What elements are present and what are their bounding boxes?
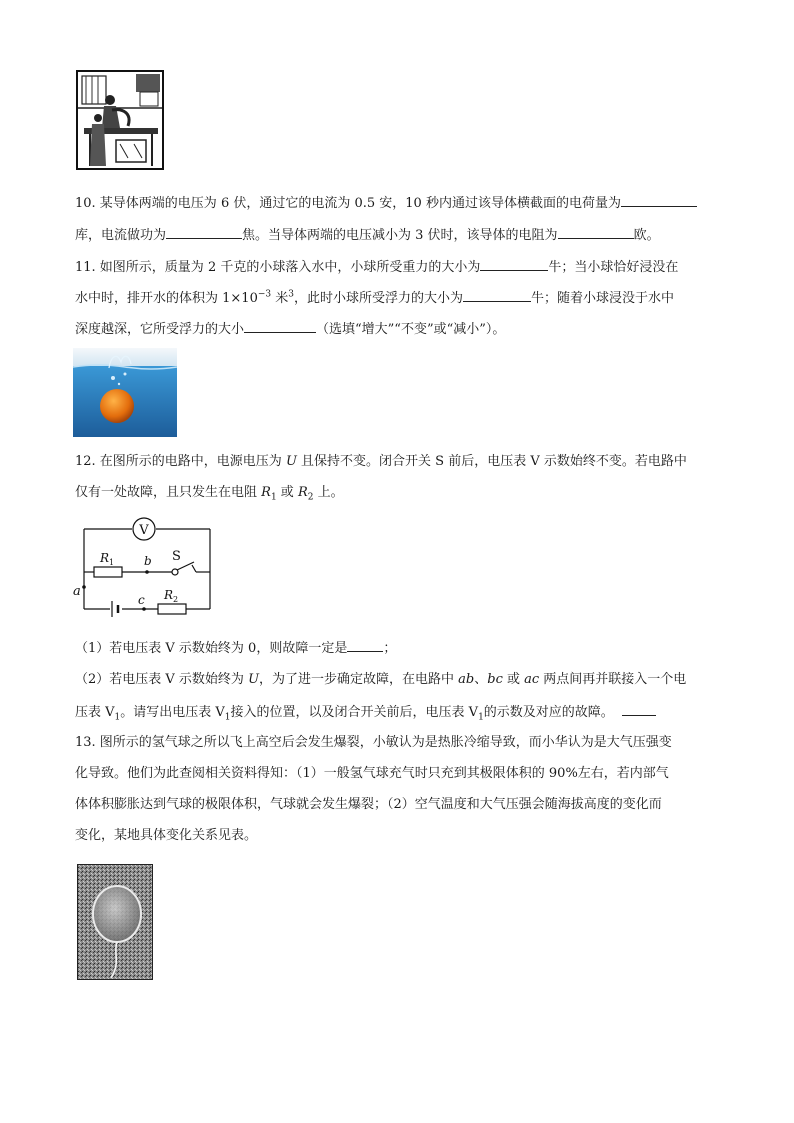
q12-sub2-v1-sub-a: 1 xyxy=(114,712,121,723)
r1-label: $R_1$ xyxy=(100,551,115,567)
q12-sub1-text: （1）若电压表 V 示数始终为 0，则故障一定是 xyxy=(75,641,348,656)
q10-blank-work[interactable] xyxy=(166,224,242,239)
q12-symbol-R2: R xyxy=(297,485,308,500)
q11-text-1b: 牛；当小球恰好浸没在 xyxy=(548,260,679,275)
q12-sub2-v1-sub-c: 1 xyxy=(478,712,484,723)
q10-blank-charge[interactable] xyxy=(621,192,697,207)
q12-text-2c: 上。 xyxy=(313,485,344,500)
point-b xyxy=(145,570,149,574)
q12-symbol-R2-sub: 2 xyxy=(307,492,314,503)
resistor-r1 xyxy=(94,567,122,577)
ball-in-water-photo xyxy=(73,348,177,437)
q12-symbol-R1: R xyxy=(261,485,271,500)
point-c-label: c xyxy=(138,593,145,607)
q12-line-1 xyxy=(75,452,687,472)
q13-text-3: 体体积膨胀达到气球的极限体积，气球就会发生爆裂；（2）空气温度和大气压强会随海拔高度的变化而 xyxy=(75,797,662,812)
q12-sub2-line-1 xyxy=(75,670,686,690)
q11-blank-buoyancy[interactable] xyxy=(463,287,531,302)
voltmeter-label: V xyxy=(139,523,149,538)
q10-blank-resistance[interactable] xyxy=(558,224,634,239)
q12-blank-answer[interactable] xyxy=(622,701,656,716)
q10-text-2b: 焦。当导体两端的电压减小为 3 伏时，该导体的电阻为 xyxy=(242,228,558,243)
q11-line-3 xyxy=(75,318,505,340)
q12-sub2-ac: ac xyxy=(524,672,540,687)
switch-label: S xyxy=(172,549,181,564)
q12-sub2-line-2 xyxy=(75,701,656,723)
q12-sub2-text-1b: ，为了进一步确定故障，在电路中 xyxy=(259,672,459,687)
q12-sub2-or: 或 xyxy=(502,672,525,687)
point-b-label: b xyxy=(144,554,152,568)
q11-text-2d: 牛；随着小球浸没于水中 xyxy=(531,291,675,306)
q12-text-1a: 12. 在图所示的电路中，电源电压为 xyxy=(75,454,286,469)
q12-sub2-sep: 、 xyxy=(474,672,488,687)
resistor-r2 xyxy=(158,604,186,614)
q13-line-2 xyxy=(75,764,669,784)
q12-sub1 xyxy=(75,637,396,659)
q12-sub2-ab: ab xyxy=(458,672,475,687)
q10-text-2a: 库，电流做功为 xyxy=(75,228,167,243)
point-a xyxy=(82,585,86,589)
q12-symbol-R1-sub: 1 xyxy=(270,492,277,503)
q11-blank-trend[interactable] xyxy=(244,318,316,333)
q11-text-1a: 11. 如图所示，质量为 2 千克的小球落入水中，小球所受重力的大小为 xyxy=(75,260,481,275)
q11-text-3a: 深度越深，它所受浮力的大小 xyxy=(75,322,245,337)
q13-text-4: 变化，某地具体变化关系见表。 xyxy=(75,828,258,843)
q13-line-4 xyxy=(75,826,257,846)
q12-text-2b: 或 xyxy=(276,485,298,500)
q11-line-1 xyxy=(75,256,678,278)
q12-sub2-symbol-U: U xyxy=(248,672,260,687)
q11-line-2 xyxy=(75,287,674,309)
q12-symbol-U: U xyxy=(285,454,297,469)
q10-text-2c: 欧。 xyxy=(633,228,660,243)
q12-sub2-bc: bc xyxy=(487,672,503,687)
q12-sub2-v1-sub-b: 1 xyxy=(224,712,231,723)
q12-sub2-text-1a: （2）若电压表 V 示数始终为 xyxy=(75,672,249,687)
q10-line-2 xyxy=(75,224,660,246)
q11-text-2a: 水中时，排开水的体积为 1×10 xyxy=(75,291,258,306)
q12-sub2-text-1c: 两点间再并联接入一个电 xyxy=(539,672,687,687)
q13-text-2: 化导致。他们为此查阅相关资料得知：（1）一般氢气球充气时只充到其极限体积的 90%左右，若内部气 xyxy=(75,766,669,781)
q12-sub2-text-2b: 。请写出电压表 V xyxy=(120,705,225,720)
q12-sub2-text-2c: 接入的位置，以及闭合开关前后，电压表 V xyxy=(230,705,479,720)
q10-text-1: 10. 某导体两端的电压为 6 伏，通过它的电流为 0.5 安，10 秒内通过该导体横截面的电荷量为 xyxy=(75,196,621,211)
q11-text-3b: （选填“增大”“不变”或“减小”）。 xyxy=(316,322,506,337)
hydrogen-balloon-photo xyxy=(77,864,153,980)
q11-exponent: −3 xyxy=(257,289,272,300)
q11-text-2b: 米 xyxy=(271,291,289,306)
circuit-diagram xyxy=(72,515,222,625)
q12-blank-fault[interactable] xyxy=(347,637,383,652)
woodcut-illustration xyxy=(76,70,164,170)
q13-text-1: 13. 图所示的氢气球之所以飞上高空后会发生爆裂，小敏认为是热胀冷缩导致，而小华认为是大气压强变 xyxy=(75,735,672,750)
point-a-label: a xyxy=(73,584,81,599)
q12-text-1b: 且保持不变。闭合开关 S 前后，电压表 V 示数始终不变。若电路中 xyxy=(296,454,687,469)
q10-line-1 xyxy=(75,192,697,214)
q11-exponent-unit: 3 xyxy=(288,289,294,300)
q11-blank-gravity[interactable] xyxy=(480,256,548,271)
q12-sub1-end: ； xyxy=(383,641,397,656)
point-c xyxy=(142,607,146,611)
q12-line-2 xyxy=(75,483,344,503)
q12-sub2-text-2a: 压表 V xyxy=(75,705,115,720)
q13-line-1 xyxy=(75,733,672,753)
q12-text-2a: 仅有一处故障，且只发生在电阻 xyxy=(75,485,262,500)
q12-sub2-text-2d: 的示数及对应的故障。 xyxy=(483,705,614,720)
q13-line-3 xyxy=(75,795,662,815)
q11-text-2c: ，此时小球所受浮力的大小为 xyxy=(294,291,464,306)
r2-label: $R_2$ xyxy=(164,588,179,604)
